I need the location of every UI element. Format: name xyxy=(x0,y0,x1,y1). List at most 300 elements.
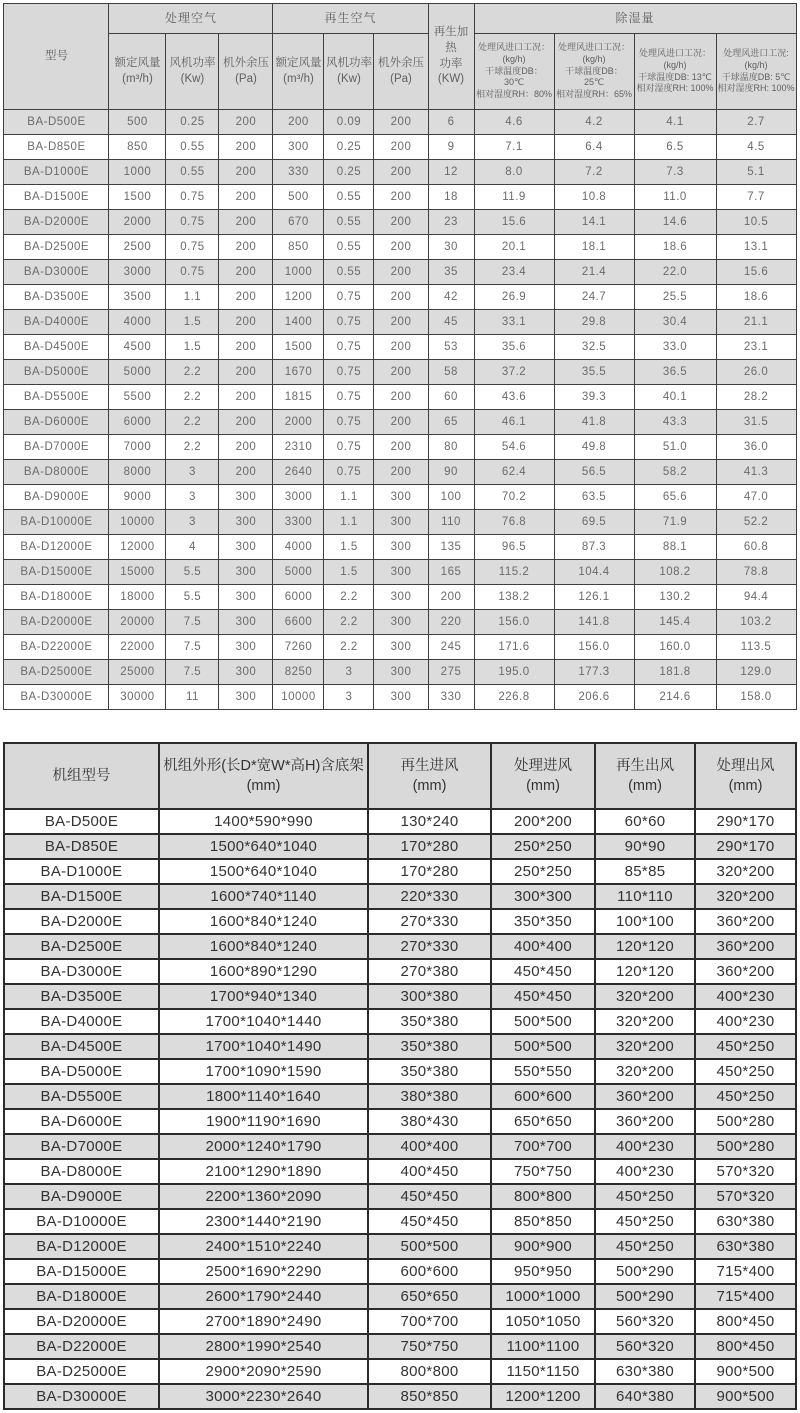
value-cell: 0.75 xyxy=(324,310,374,335)
value-cell: 4500 xyxy=(109,335,166,360)
value-cell: 715*400 xyxy=(695,1284,796,1309)
value-cell: 2640 xyxy=(273,460,324,485)
value-cell: 2600*1790*2440 xyxy=(159,1284,368,1309)
value-cell: 600*600 xyxy=(368,1259,491,1284)
value-cell: 200 xyxy=(374,210,428,235)
value-cell: 6000 xyxy=(109,410,166,435)
value-cell: 200 xyxy=(219,135,273,160)
value-cell: 14.1 xyxy=(554,210,634,235)
table-row xyxy=(4,410,796,435)
table-row xyxy=(4,1384,796,1409)
value-cell: 5000 xyxy=(273,560,324,585)
model-cell: BA-D9000E xyxy=(4,485,109,510)
value-cell: 145.4 xyxy=(634,610,716,635)
value-cell: 214.6 xyxy=(634,685,716,710)
value-cell: 450*250 xyxy=(595,1209,695,1234)
value-cell: 15000 xyxy=(109,560,166,585)
value-cell: 350*380 xyxy=(368,1034,491,1059)
value-cell: 80 xyxy=(428,435,474,460)
value-cell: 170*280 xyxy=(368,834,491,859)
value-cell: 1.5 xyxy=(166,310,219,335)
value-cell: 2400*1510*2240 xyxy=(159,1234,368,1259)
cond-db: 干球温度DB：30℃ xyxy=(485,65,543,88)
value-cell: 200 xyxy=(219,385,273,410)
value-cell: 2.2 xyxy=(166,435,219,460)
model-cell: BA-D5000E xyxy=(4,1059,159,1084)
value-cell: 2.2 xyxy=(324,635,374,660)
model-cell: BA-D5500E xyxy=(4,1084,159,1109)
value-cell: 58 xyxy=(428,360,474,385)
value-cell: 26.9 xyxy=(474,285,554,310)
value-cell: 3 xyxy=(166,485,219,510)
value-cell: 300 xyxy=(374,535,428,560)
value-cell: 4 xyxy=(166,535,219,560)
value-cell: 51.0 xyxy=(634,435,716,460)
value-cell: 0.75 xyxy=(324,410,374,435)
value-cell: 41.8 xyxy=(554,410,634,435)
table-row xyxy=(4,1009,796,1034)
regen-heat-line2: 功率 xyxy=(439,57,463,70)
model-cell: BA-D8000E xyxy=(4,1159,159,1184)
value-cell: 130*240 xyxy=(368,809,491,834)
model-cell: BA-D6000E xyxy=(4,410,109,435)
value-cell: 2.2 xyxy=(324,585,374,610)
value-cell: 2900*2090*2590 xyxy=(159,1359,368,1384)
value-cell: 850 xyxy=(109,135,166,160)
value-cell: 10000 xyxy=(109,510,166,535)
value-cell: 138.2 xyxy=(474,585,554,610)
value-cell: 320*200 xyxy=(695,859,796,884)
value-cell: 18 xyxy=(428,185,474,210)
value-cell: 20000 xyxy=(109,610,166,635)
cond-title: 处理风进口工况： xyxy=(558,42,631,53)
header-regen-outlet xyxy=(595,743,695,809)
value-cell: 0.75 xyxy=(166,185,219,210)
value-cell: 11 xyxy=(166,685,219,710)
value-cell: 108.2 xyxy=(634,560,716,585)
value-cell: 115.2 xyxy=(474,560,554,585)
table-row xyxy=(4,1134,796,1159)
model-cell: BA-D3500E xyxy=(4,285,109,310)
table-row xyxy=(4,1309,796,1334)
value-cell: 2000*1240*1790 xyxy=(159,1134,368,1159)
value-cell: 141.8 xyxy=(554,610,634,635)
value-cell: 42 xyxy=(428,285,474,310)
value-cell: 12 xyxy=(428,160,474,185)
value-cell: 200 xyxy=(374,285,428,310)
value-cell: 800*450 xyxy=(695,1309,796,1334)
value-cell: 500*500 xyxy=(491,1034,595,1059)
model-cell: BA-D15000E xyxy=(4,560,109,585)
value-cell: 300 xyxy=(374,510,428,535)
value-cell: 90 xyxy=(428,460,474,485)
value-cell: 0.25 xyxy=(324,160,374,185)
value-cell: 1150*1150 xyxy=(491,1359,595,1384)
value-cell: 41.3 xyxy=(716,460,796,485)
value-cell: 15.6 xyxy=(716,260,796,285)
value-cell: 2000 xyxy=(273,410,324,435)
cond-db: 干球温度DB：25℃ xyxy=(565,65,623,88)
value-cell: 560*320 xyxy=(595,1334,695,1359)
value-cell: 1050*1050 xyxy=(491,1309,595,1334)
table-row xyxy=(4,859,796,884)
value-cell: 450*450 xyxy=(491,959,595,984)
value-cell: 570*320 xyxy=(695,1159,796,1184)
value-cell: 300 xyxy=(374,660,428,685)
table-row xyxy=(4,884,796,909)
value-cell: 450*450 xyxy=(491,984,595,1009)
value-cell: 950*950 xyxy=(491,1259,595,1284)
value-cell: 290*170 xyxy=(695,809,796,834)
performance-spec-table xyxy=(3,3,796,710)
value-cell: 43.6 xyxy=(474,385,554,410)
table-row xyxy=(4,1209,796,1234)
value-cell: 650*650 xyxy=(491,1109,595,1134)
table-row xyxy=(4,485,796,510)
value-cell: 47.0 xyxy=(716,485,796,510)
value-cell: 7.3 xyxy=(634,160,716,185)
value-cell: 400*400 xyxy=(368,1134,491,1159)
value-cell: 65.6 xyxy=(634,485,716,510)
value-cell: 900*500 xyxy=(695,1359,796,1384)
cond-rh: 相对湿度RH：80% xyxy=(476,89,553,100)
value-cell: 2.2 xyxy=(324,610,374,635)
value-cell: 110 xyxy=(428,510,474,535)
value-cell: 270*330 xyxy=(368,909,491,934)
value-cell: 35 xyxy=(428,260,474,285)
value-cell: 3300 xyxy=(273,510,324,535)
value-cell: 300 xyxy=(374,635,428,660)
value-cell: 53 xyxy=(428,335,474,360)
table-row xyxy=(4,535,796,560)
value-cell: 10.5 xyxy=(716,210,796,235)
regen-heat-line1: 再生加热 xyxy=(433,26,469,54)
value-cell: 1500 xyxy=(273,335,324,360)
value-cell: 58.2 xyxy=(634,460,716,485)
header-process-inlet xyxy=(491,743,595,809)
table-row xyxy=(4,610,796,635)
table-row xyxy=(4,934,796,959)
value-cell: 630*380 xyxy=(695,1209,796,1234)
model-cell: BA-D10000E xyxy=(4,510,109,535)
value-cell: 200 xyxy=(219,110,273,135)
table-row xyxy=(4,1084,796,1109)
model-cell: BA-D15000E xyxy=(4,1259,159,1284)
value-cell: 0.55 xyxy=(324,235,374,260)
model-cell: BA-D4500E xyxy=(4,1034,159,1059)
model-cell: BA-D5500E xyxy=(4,385,109,410)
value-cell: 0.75 xyxy=(324,385,374,410)
table-row xyxy=(4,110,796,135)
value-cell: 300 xyxy=(219,685,273,710)
value-cell: 0.55 xyxy=(166,160,219,185)
value-cell: 113.5 xyxy=(716,635,796,660)
value-cell: 360*200 xyxy=(695,959,796,984)
value-cell: 1500 xyxy=(109,185,166,210)
model-cell: BA-D850E xyxy=(4,834,159,859)
table-row xyxy=(4,135,796,160)
value-cell: 2700*1890*2490 xyxy=(159,1309,368,1334)
value-cell: 1600*890*1290 xyxy=(159,959,368,984)
value-cell: 300 xyxy=(374,485,428,510)
value-cell: 1600*740*1140 xyxy=(159,884,368,909)
value-cell: 450*250 xyxy=(695,1034,796,1059)
value-cell: 1700*1090*1590 xyxy=(159,1059,368,1084)
value-cell: 320*200 xyxy=(595,1009,695,1034)
table-row xyxy=(4,1359,796,1384)
value-cell: 22000 xyxy=(109,635,166,660)
header-dehum-condition-13c xyxy=(634,34,716,110)
value-cell: 39.3 xyxy=(554,385,634,410)
value-cell: 300 xyxy=(273,135,324,160)
fan-power-label: 风机功率 xyxy=(169,56,216,69)
value-cell: 21.4 xyxy=(554,260,634,285)
value-cell: 0.75 xyxy=(324,360,374,385)
value-cell: 5500 xyxy=(109,385,166,410)
value-cell: 300 xyxy=(219,510,273,535)
value-cell: 78.8 xyxy=(716,560,796,585)
value-cell: 300 xyxy=(219,660,273,685)
value-cell: 3500 xyxy=(109,285,166,310)
value-cell: 3 xyxy=(324,660,374,685)
model-cell: BA-D2000E xyxy=(4,210,109,235)
model-cell: BA-D1000E xyxy=(4,160,109,185)
value-cell: 87.3 xyxy=(554,535,634,560)
value-cell: 0.25 xyxy=(166,110,219,135)
value-cell: 76.8 xyxy=(474,510,554,535)
value-cell: 104.4 xyxy=(554,560,634,585)
value-cell: 25.5 xyxy=(634,285,716,310)
model-cell: BA-D2500E xyxy=(4,235,109,260)
model-cell: BA-D30000E xyxy=(4,1384,159,1409)
header-regen-air-group: 再生空气 xyxy=(273,4,428,34)
cond-db: 干球温度DB: 5℃ xyxy=(721,71,791,82)
table-row xyxy=(4,1109,796,1134)
value-cell: 181.8 xyxy=(634,660,716,685)
header-process-airflow xyxy=(109,34,166,110)
value-cell: 500*280 xyxy=(695,1109,796,1134)
header-unit-model: 机组型号 xyxy=(4,743,159,809)
value-cell: 320*200 xyxy=(595,1059,695,1084)
value-cell: 1000*1000 xyxy=(491,1284,595,1309)
value-cell: 500*500 xyxy=(491,1009,595,1034)
value-cell: 1.1 xyxy=(324,510,374,535)
value-cell: 26.0 xyxy=(716,360,796,385)
model-cell: BA-D2000E xyxy=(4,909,159,934)
value-cell: 1500*640*1040 xyxy=(159,834,368,859)
table-row xyxy=(4,1034,796,1059)
value-cell: 62.4 xyxy=(474,460,554,485)
value-cell: 450*250 xyxy=(695,1059,796,1084)
table-row xyxy=(4,909,796,934)
model-cell: BA-D22000E xyxy=(4,1334,159,1359)
value-cell: 270*330 xyxy=(368,934,491,959)
value-cell: 23.1 xyxy=(716,335,796,360)
table-row xyxy=(4,235,796,260)
value-cell: 0.75 xyxy=(166,260,219,285)
value-cell: 200 xyxy=(219,310,273,335)
fan-power-unit: (Kw) xyxy=(180,72,205,85)
model-cell: BA-D7000E xyxy=(4,1134,159,1159)
value-cell: 5000 xyxy=(109,360,166,385)
airflow-label: 额定风量 xyxy=(275,56,322,69)
value-cell: 7.2 xyxy=(554,160,634,185)
value-cell: 100*100 xyxy=(595,909,695,934)
table-row xyxy=(4,1284,796,1309)
static-pressure-label: 机外余压 xyxy=(222,56,269,69)
value-cell: 4.1 xyxy=(634,110,716,135)
value-cell: 2300*1440*2190 xyxy=(159,1209,368,1234)
value-cell: 28.2 xyxy=(716,385,796,410)
value-cell: 0.55 xyxy=(324,260,374,285)
value-cell: 500*290 xyxy=(595,1284,695,1309)
header-process-static-pressure xyxy=(219,34,273,110)
table-row xyxy=(4,510,796,535)
header-regen-airflow xyxy=(273,34,324,110)
value-cell: 11.9 xyxy=(474,185,554,210)
value-cell: 70.2 xyxy=(474,485,554,510)
value-cell: 300*380 xyxy=(368,984,491,1009)
value-cell: 29.8 xyxy=(554,310,634,335)
value-cell: 900*900 xyxy=(491,1234,595,1259)
value-cell: 5.5 xyxy=(166,560,219,585)
value-cell: 360*200 xyxy=(595,1084,695,1109)
process-inlet-label: 处理进风 xyxy=(514,757,572,774)
value-cell: 7.5 xyxy=(166,660,219,685)
value-cell: 630*380 xyxy=(695,1234,796,1259)
value-cell: 9000 xyxy=(109,485,166,510)
airflow-unit: (m³/h) xyxy=(283,72,314,85)
value-cell: 850*850 xyxy=(368,1384,491,1409)
value-cell: 85*85 xyxy=(595,859,695,884)
value-cell: 200 xyxy=(374,135,428,160)
value-cell: 400*230 xyxy=(595,1159,695,1184)
outline-unit: (mm) xyxy=(246,778,281,794)
value-cell: 206.6 xyxy=(554,685,634,710)
value-cell: 43.3 xyxy=(634,410,716,435)
value-cell: 200 xyxy=(219,160,273,185)
value-cell: 200 xyxy=(374,435,428,460)
value-cell: 12000 xyxy=(109,535,166,560)
value-cell: 300 xyxy=(219,560,273,585)
header-regen-fan-power xyxy=(324,34,374,110)
value-cell: 500*500 xyxy=(368,1234,491,1259)
header-dehum-condition-5c xyxy=(716,34,796,110)
model-cell: BA-D18000E xyxy=(4,1284,159,1309)
value-cell: 1400*590*990 xyxy=(159,809,368,834)
value-cell: 18.6 xyxy=(716,285,796,310)
table-row xyxy=(4,959,796,984)
value-cell: 300 xyxy=(219,485,273,510)
header-dehum-condition-25c xyxy=(554,34,634,110)
value-cell: 171.6 xyxy=(474,635,554,660)
regen-outlet-unit: (mm) xyxy=(628,778,662,794)
value-cell: 360*200 xyxy=(695,909,796,934)
cond-rh: 相对湿度RH：65% xyxy=(556,89,633,100)
table-row xyxy=(4,1059,796,1084)
value-cell: 300 xyxy=(374,610,428,635)
model-cell: BA-D12000E xyxy=(4,535,109,560)
process-outlet-label: 处理出风 xyxy=(716,757,775,774)
value-cell: 14.6 xyxy=(634,210,716,235)
model-cell: BA-D20000E xyxy=(4,1309,159,1334)
value-cell: 8250 xyxy=(273,660,324,685)
value-cell: 3000*2230*2640 xyxy=(159,1384,368,1409)
static-pressure-unit: (Pa) xyxy=(235,72,257,85)
value-cell: 380*430 xyxy=(368,1109,491,1134)
value-cell: 160.0 xyxy=(634,635,716,660)
value-cell: 200 xyxy=(374,160,428,185)
value-cell: 9 xyxy=(428,135,474,160)
value-cell: 30 xyxy=(428,235,474,260)
value-cell: 4.6 xyxy=(474,110,554,135)
value-cell: 1700*1040*1490 xyxy=(159,1034,368,1059)
table-row xyxy=(4,1234,796,1259)
value-cell: 300 xyxy=(219,585,273,610)
table-row xyxy=(4,260,796,285)
value-cell: 10.8 xyxy=(554,185,634,210)
value-cell: 120*120 xyxy=(595,934,695,959)
value-cell: 700*700 xyxy=(368,1309,491,1334)
value-cell: 320*200 xyxy=(595,984,695,1009)
value-cell: 2200*1360*2090 xyxy=(159,1184,368,1209)
value-cell: 49.8 xyxy=(554,435,634,460)
value-cell: 3 xyxy=(324,685,374,710)
value-cell: 300 xyxy=(374,685,428,710)
value-cell: 275 xyxy=(428,660,474,685)
value-cell: 800*800 xyxy=(368,1359,491,1384)
value-cell: 670 xyxy=(273,210,324,235)
value-cell: 10000 xyxy=(273,685,324,710)
model-cell: BA-D3500E xyxy=(4,984,159,1009)
value-cell: 60.8 xyxy=(716,535,796,560)
value-cell: 33.0 xyxy=(634,335,716,360)
process-inlet-unit: (mm) xyxy=(526,778,560,794)
value-cell: 23 xyxy=(428,210,474,235)
value-cell: 200 xyxy=(219,435,273,460)
value-cell: 900*500 xyxy=(695,1384,796,1409)
value-cell: 8.0 xyxy=(474,160,554,185)
value-cell: 24.7 xyxy=(554,285,634,310)
value-cell: 450*250 xyxy=(595,1234,695,1259)
value-cell: 65 xyxy=(428,410,474,435)
fan-power-label: 风机功率 xyxy=(325,56,372,69)
value-cell: 200 xyxy=(374,185,428,210)
value-cell: 450*250 xyxy=(695,1084,796,1109)
value-cell: 700*700 xyxy=(491,1134,595,1159)
value-cell: 1600*840*1240 xyxy=(159,934,368,959)
value-cell: 200 xyxy=(374,310,428,335)
value-cell: 220*330 xyxy=(368,884,491,909)
value-cell: 18.1 xyxy=(554,235,634,260)
model-cell: BA-D500E xyxy=(4,809,159,834)
table-row xyxy=(4,460,796,485)
cond-unit: (kg/h) xyxy=(663,59,687,70)
header-regen-inlet xyxy=(368,743,491,809)
value-cell: 5.5 xyxy=(166,585,219,610)
value-cell: 200 xyxy=(219,410,273,435)
value-cell: 4.2 xyxy=(554,110,634,135)
value-cell: 200 xyxy=(374,460,428,485)
value-cell: 2.2 xyxy=(166,410,219,435)
model-cell: BA-D4000E xyxy=(4,1009,159,1034)
value-cell: 800*450 xyxy=(695,1334,796,1359)
value-cell: 156.0 xyxy=(554,635,634,660)
value-cell: 6000 xyxy=(273,585,324,610)
value-cell: 22.0 xyxy=(634,260,716,285)
value-cell: 7260 xyxy=(273,635,324,660)
value-cell: 200 xyxy=(219,260,273,285)
